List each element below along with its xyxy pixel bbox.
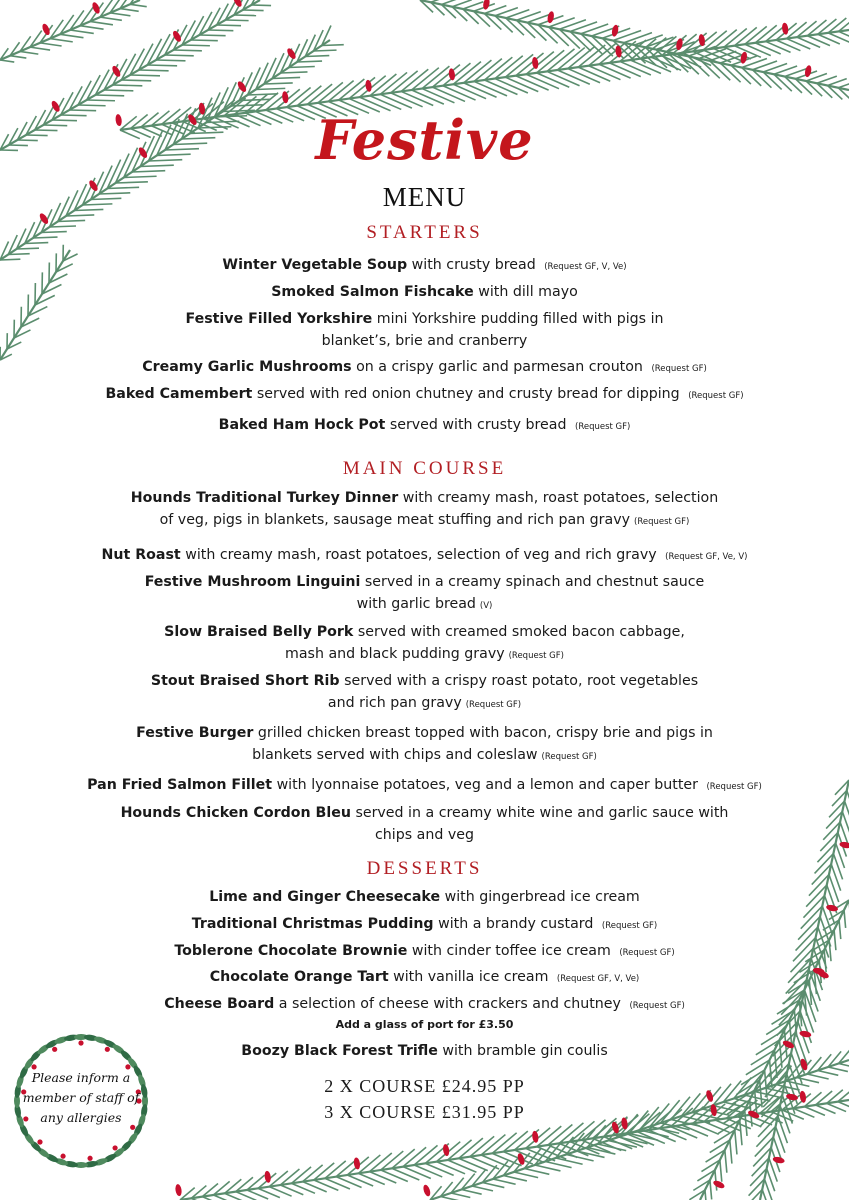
- allergy-notice: [22, 1068, 140, 1128]
- item-name: Smoked Salmon Fishcake: [271, 284, 474, 300]
- item-name: Cheese Board: [164, 996, 275, 1012]
- dietary-note: (V): [479, 601, 493, 611]
- item-description: with bramble gin coulis: [442, 1043, 608, 1059]
- dietary-note: (Request GF, V, Ve): [544, 262, 627, 272]
- item-name: Traditional Christmas Pudding: [191, 916, 434, 932]
- item-description-line2: blanket’s, brie and cranberry: [321, 333, 528, 349]
- dietary-note: (Request GF): [541, 752, 597, 762]
- item-description: served in a creamy spinach and chestnut sauce: [364, 574, 705, 590]
- item-description: served with creamed smoked bacon cabbage,: [357, 624, 685, 640]
- item-description-line2: mash and black pudding gravy: [285, 646, 505, 662]
- menu-item: [0, 670, 849, 716]
- menu-item: [0, 254, 849, 278]
- item-description: served in a creamy white wine and garlic sauce with: [355, 805, 729, 821]
- festive-script-title: Festive: [315, 108, 534, 172]
- menu-item: [0, 356, 849, 380]
- menu-heading: MENU: [382, 182, 467, 212]
- menu-item: [0, 383, 849, 407]
- dietary-note: (Request GF): [465, 700, 522, 710]
- menu-item: [0, 308, 849, 352]
- item-name: Hounds Traditional Turkey Dinner: [130, 490, 399, 506]
- item-name: Nut Roast: [101, 547, 181, 563]
- dietary-note: (Request GF): [629, 1001, 685, 1011]
- menu-item: [0, 913, 849, 937]
- dietary-note: (Request GF): [651, 364, 707, 374]
- desserts-heading: DESSERTS: [366, 858, 483, 879]
- item-description-line2: blankets served with chips and coleslaw: [252, 747, 538, 763]
- dietary-note: (Request GF): [575, 422, 631, 432]
- menu-item: [0, 544, 849, 568]
- item-description-line2: and rich pan gravy: [327, 695, 462, 711]
- allergy-line-1: Please inform a: [31, 1070, 131, 1085]
- menu-item: [0, 774, 849, 798]
- item-name: Creamy Garlic Mushrooms: [142, 359, 352, 375]
- main-course-heading: MAIN COURSE: [342, 458, 507, 479]
- item-description: served with a crispy roast potato, root vegetables: [344, 673, 699, 689]
- menu-item: [0, 886, 849, 908]
- menu-item: [0, 993, 849, 1017]
- dietary-note: (Request GF, V, Ve): [556, 974, 640, 984]
- item-description: a selection of cheese with crackers and chutney: [278, 996, 621, 1012]
- three-course-price: 3 X COURSE £31.95 PP: [324, 1102, 525, 1122]
- item-description: with a brandy custard: [438, 916, 594, 932]
- item-description: grilled chicken breast topped with bacon, crispy brie and pigs in: [257, 725, 713, 741]
- item-name: Hounds Chicken Cordon Bleu: [120, 805, 351, 821]
- item-name: Toblerone Chocolate Brownie: [174, 943, 408, 959]
- menu-item: [0, 802, 849, 846]
- item-description: with gingerbread ice cream: [444, 889, 640, 905]
- item-description: mini Yorkshire pudding filled with pigs in: [376, 311, 664, 327]
- item-name: Chocolate Orange Tart: [209, 969, 389, 985]
- item-name: Stout Braised Short Rib: [150, 673, 340, 689]
- item-description: on a crispy garlic and parmesan crouton: [356, 359, 643, 375]
- dietary-note: (Request GF): [706, 782, 762, 792]
- menu-item: [0, 487, 849, 533]
- allergy-line-2: member of staff of: [22, 1090, 140, 1105]
- dietary-note: (Request GF, Ve, V): [665, 552, 748, 562]
- dietary-note: (Request GF): [634, 517, 690, 527]
- item-description: with vanilla ice cream: [393, 969, 549, 985]
- item-name: Boozy Black Forest Trifle: [241, 1043, 438, 1059]
- item-name: Lime and Ginger Cheesecake: [209, 889, 441, 905]
- item-description-line2: chips and veg: [375, 827, 474, 843]
- item-name: Pan Fried Salmon Fillet: [87, 777, 273, 793]
- menu-item: [0, 940, 849, 964]
- menu-item: [0, 281, 849, 303]
- menu-item: [0, 571, 849, 617]
- menu-item: [0, 414, 849, 438]
- menu-item: [0, 621, 849, 667]
- item-name: Festive Burger: [136, 725, 254, 741]
- allergy-line-3: any allergies: [40, 1110, 122, 1125]
- item-name: Winter Vegetable Soup: [222, 257, 408, 273]
- item-description: with crusty bread: [411, 257, 536, 273]
- menu-item: [0, 722, 849, 768]
- item-description: with lyonnaise potatoes, veg and a lemon and caper butter: [276, 777, 698, 793]
- item-description: with dill mayo: [478, 284, 578, 300]
- item-name: Baked Ham Hock Pot: [218, 417, 386, 433]
- item-description: served with red onion chutney and crusty bread for dipping: [256, 386, 680, 402]
- starters-heading: STARTERS: [366, 222, 483, 243]
- dietary-note: (Request GF): [688, 391, 744, 401]
- item-description-line2: with garlic bread: [356, 596, 476, 612]
- item-name: Festive Filled Yorkshire: [185, 311, 373, 327]
- port-add-on-note: Add a glass of port for £3.50: [335, 1018, 514, 1031]
- item-description: with creamy mash, roast potatoes, selection of veg and rich gravy: [185, 547, 657, 563]
- item-name: Slow Braised Belly Pork: [164, 624, 354, 640]
- dietary-note: (Request GF): [619, 948, 675, 958]
- item-description-line2: of veg, pigs in blankets, sausage meat stuffing and rich pan gravy: [159, 512, 631, 528]
- item-name: Festive Mushroom Linguini: [144, 574, 361, 590]
- dietary-note: (Request GF): [601, 921, 658, 931]
- item-description: with creamy mash, roast potatoes, selection: [402, 490, 719, 506]
- menu-item: [0, 966, 849, 990]
- dietary-note: (Request GF): [508, 651, 564, 661]
- item-description: served with crusty bread: [389, 417, 567, 433]
- two-course-price: 2 X COURSE £24.95 PP: [324, 1076, 525, 1096]
- item-description: with cinder toffee ice cream: [411, 943, 611, 959]
- item-name: Baked Camembert: [105, 386, 253, 402]
